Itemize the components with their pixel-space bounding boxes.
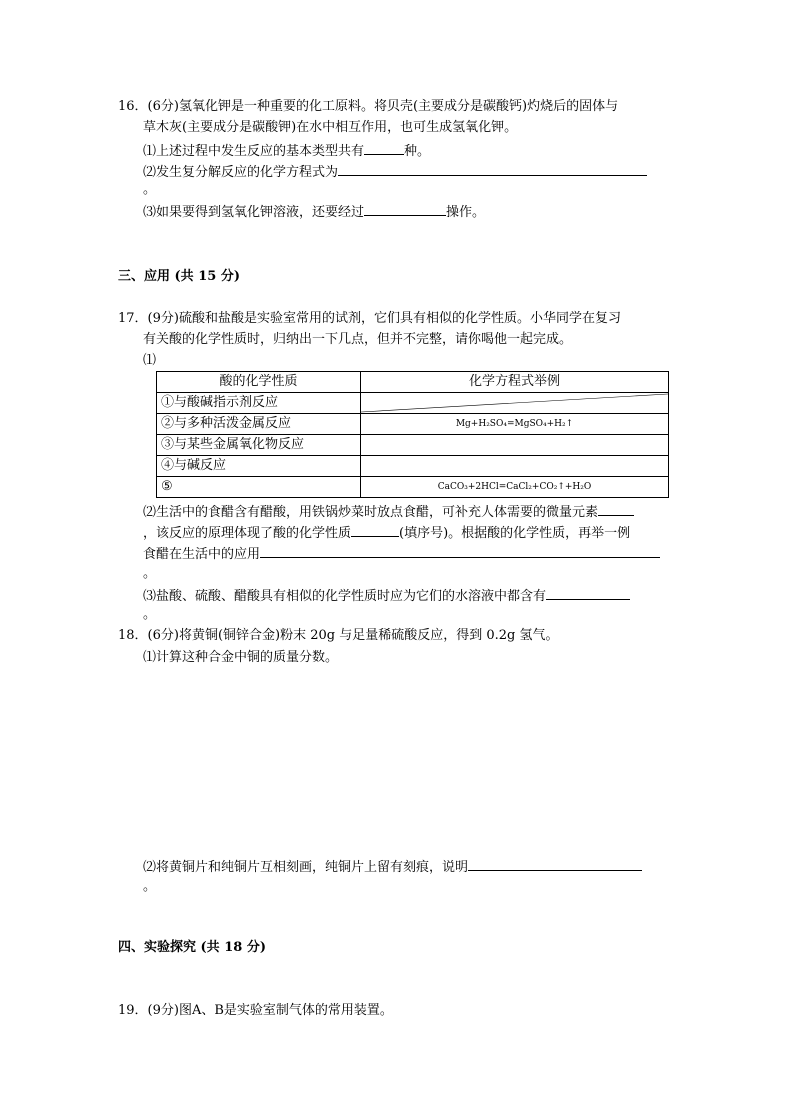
q18-conclusion-blank[interactable]	[468, 858, 642, 871]
q17-part2-text-d: 食醋在生活中的应用	[143, 547, 261, 562]
table-cell-equation: CaCO₃+2HCl=CaCl₂+CO₂↑+H₂O	[361, 477, 669, 498]
table-row	[157, 435, 669, 456]
table-cell-property: ②与多种活泼金属反应	[157, 414, 361, 435]
q17-part1-label: ⑴	[143, 353, 157, 368]
section4-heading: 四、实验探究 (共 18 分)	[118, 940, 266, 955]
table-cell-equation-blank[interactable]	[361, 435, 669, 456]
q19-line1: 19．(9分)图A、B是实验室制气体的常用装置。	[118, 1003, 393, 1018]
q16-part2-blank[interactable]	[338, 163, 647, 176]
q16-line2: 草木灰(主要成分是碳酸钾)在水中相互作用，也可生成氢氧化钾。	[143, 120, 518, 135]
q16-part3-blank[interactable]	[364, 203, 446, 216]
q17-part2-end: 。	[143, 566, 157, 581]
table-cell-equation-diagonal	[361, 393, 669, 414]
q18-part2-text: ⑵将黄铜片和纯铜片互相刻画，纯铜片上留有刻痕，说明	[143, 860, 469, 875]
q18-part2-end: 。	[143, 879, 157, 894]
table-cell-property: ③与某些金属氧化物反应	[157, 435, 361, 456]
q17-part2-line3	[143, 545, 660, 563]
q17-part2-text-c: (填序号)。根据酸的化学性质，再举一例	[399, 526, 631, 541]
q16-part1-blank[interactable]	[364, 142, 404, 155]
q17-element-blank[interactable]	[598, 503, 634, 516]
q16-part3-text: ⑶如果要得到氢氧化钾溶液，还要经过	[143, 205, 365, 220]
q17-application-blank[interactable]	[260, 545, 660, 558]
q17-part2-line2	[143, 524, 630, 542]
q17-line2: 有关酸的化学性质时，归纳出一下几点，但并不完整，请你喝他一起完成。	[143, 332, 573, 347]
q16-part1-text-end: 种。	[404, 144, 431, 159]
table-header-equation: 化学方程式举例	[361, 372, 669, 393]
table-cell-equation-blank[interactable]	[361, 456, 669, 477]
acid-properties-table	[156, 371, 669, 498]
q16-part2	[143, 163, 647, 181]
table-cell-property: ④与碱反应	[157, 456, 361, 477]
q16-part2-end: 。	[143, 182, 157, 197]
q18-part2	[143, 858, 642, 876]
q17-part2-line1	[143, 503, 634, 521]
q17-part3-end: 。	[143, 607, 157, 622]
table-row	[157, 393, 669, 414]
q17-part3	[143, 587, 630, 605]
q17-line1: 17．(9分)硫酸和盐酸是实验室常用的试剂，它们具有相似的化学性质。小华同学在复习	[118, 311, 621, 326]
table-row	[157, 456, 669, 477]
q16-part3	[143, 203, 485, 221]
q16-part2-text: ⑵发生复分解反应的化学方程式为	[143, 165, 339, 180]
q17-part3-text: ⑶盐酸、硫酸、醋酸具有相似的化学性质时应为它们的水溶液中都含有	[143, 589, 547, 604]
table-cell-property-blank[interactable]: ⑤	[157, 477, 361, 498]
table-header-property: 酸的化学性质	[157, 372, 361, 393]
table-cell-equation: Mg+H₂SO₄=MgSO₄+H₂↑	[361, 414, 669, 435]
q18-part1: ⑴计算这种合金中铜的质量分数。	[143, 650, 339, 665]
q17-part2-text-b: ，该反应的原理体现了酸的化学性质	[143, 526, 352, 541]
q16-part3-text-end: 操作。	[446, 205, 486, 220]
section3-heading: 三、应用 (共 15 分)	[118, 269, 240, 284]
table-cell-property: ①与酸碱指示剂反应	[157, 393, 361, 414]
q16-line1: 16．(6分)氢氧化钾是一种重要的化工原料。将贝壳(主要成分是碳酸钙)灼烧后的固体与	[118, 99, 619, 114]
table-row	[157, 477, 669, 498]
q16-part1-text: ⑴上述过程中发生反应的基本类型共有	[143, 144, 365, 159]
q16-part1	[143, 142, 430, 160]
q17-property-blank[interactable]	[351, 524, 399, 537]
q17-ion-blank[interactable]	[546, 587, 630, 600]
q18-line1: 18．(6分)将黄铜(铜锌合金)粉末 20g 与足量稀硫酸反应，得到 0.2g 氢气。	[118, 628, 559, 643]
diagonal-slash	[361, 393, 668, 413]
q17-part2-text: ⑵生活中的食醋含有醋酸，用铁锅炒菜时放点食醋，可补充人体需要的微量元素	[143, 505, 599, 520]
table-header-row	[157, 372, 669, 393]
table-row	[157, 414, 669, 435]
